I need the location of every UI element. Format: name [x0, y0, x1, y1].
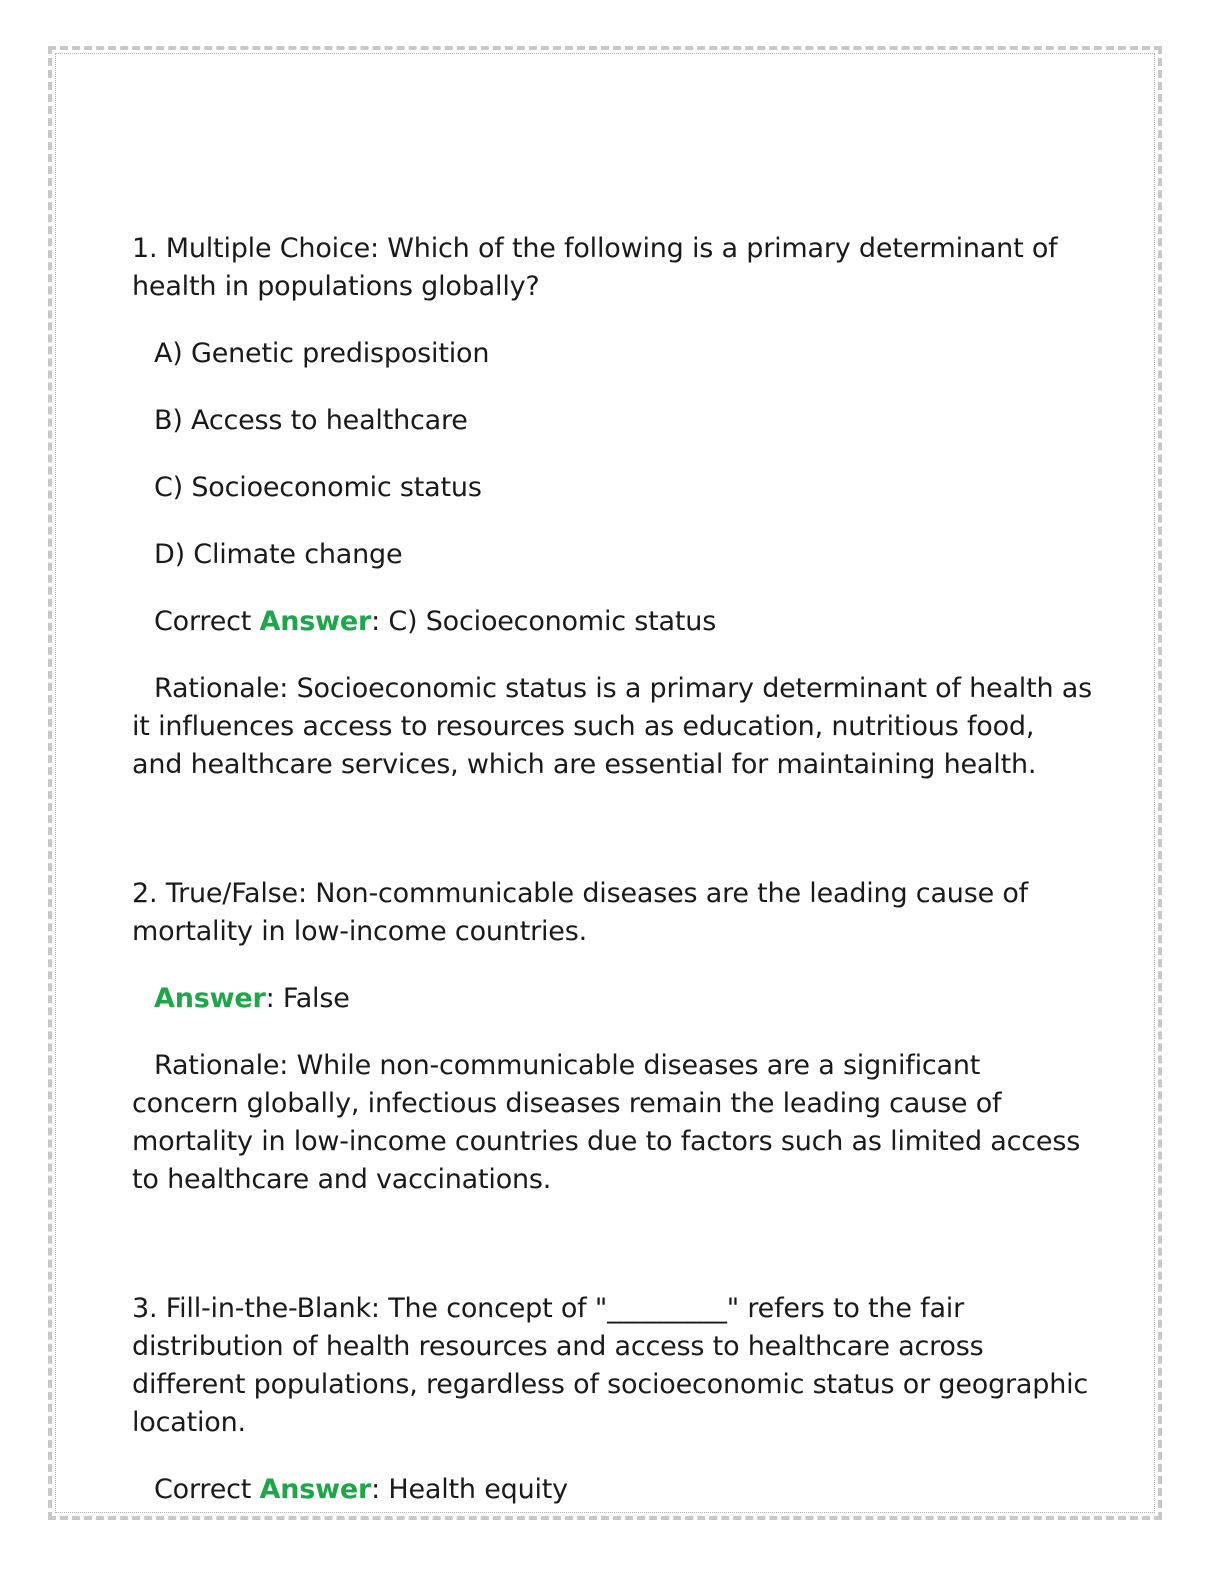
answer-value: : Health equity: [371, 1474, 568, 1505]
question-3: [132, 1290, 1092, 1509]
answer-prefix: Correct: [154, 606, 260, 637]
correct-answer: [132, 1471, 1092, 1509]
option-c: C) Socioeconomic status: [154, 472, 482, 503]
question-1: [132, 230, 1092, 784]
answer-label: Answer: [259, 1474, 372, 1505]
option-a: A) Genetic predisposition: [154, 338, 490, 369]
question-text: 3. Fill-in-the-Blank: The concept of "_________" refers to the fair distribution of health resources and access to healthcare across different populations, regardless of socioeconomic status or geographic location.: [132, 1293, 1089, 1438]
answer-prefix: Correct: [154, 1474, 260, 1505]
answer-label: Answer: [154, 983, 266, 1014]
correct-answer: [132, 603, 1092, 641]
correct-answer: [132, 980, 1092, 1018]
answer-value: : False: [265, 983, 350, 1014]
document-body: [132, 230, 1092, 1509]
question-2: [132, 875, 1092, 1199]
question-text: 1. Multiple Choice: Which of the following is a primary determinant of health in populations globally?: [132, 233, 1058, 302]
answer-value: : C) Socioeconomic status: [371, 606, 717, 637]
spacer: [132, 784, 1092, 875]
answer-label: Answer: [259, 606, 372, 637]
rationale: Rationale: While non-communicable diseases are a significant concern globally, infectious diseases remain the leading cause of mortality in low-income countries due to factors such as limited access to healthcare and vaccinations.: [132, 1050, 1081, 1195]
rationale: Rationale: Socioeconomic status is a primary determinant of health as it influences access to resources such as education, nutritious food, and healthcare services, which are essential for maintaining health.: [132, 673, 1092, 780]
option-d: D) Climate change: [154, 539, 403, 570]
spacer: [132, 1199, 1092, 1290]
option-b: B) Access to healthcare: [154, 405, 468, 436]
question-text: 2. True/False: Non-communicable diseases are the leading cause of mortality in low-income countries.: [132, 878, 1028, 947]
